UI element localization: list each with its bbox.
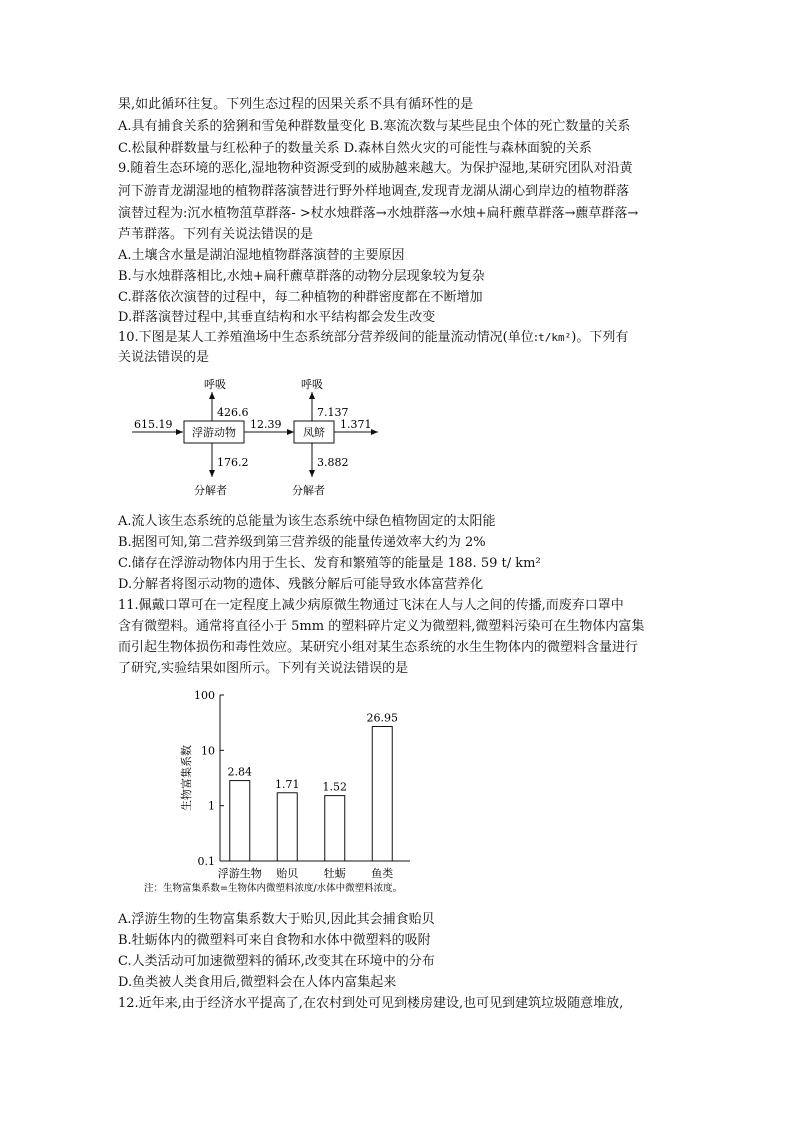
decomposer-label-2: 分解者 <box>292 484 325 497</box>
q10-stem-end: )。下列有 <box>571 330 629 345</box>
x-tick-label: 牡蛎 <box>323 867 346 880</box>
q10-stem-line1 <box>118 329 628 347</box>
q10-stem-text: 10.下图是某人工养殖渔场中生态系统部分营养级间的能量流动情况(单位: <box>118 330 539 345</box>
q10-stem-line2: 关说法错误的是 <box>118 350 210 365</box>
q11-stem-line1: 11.佩戴口罩可在一定程度上减少病原微生物通过飞沫在人与人之间的传播,而废弃口罩中 <box>118 598 624 613</box>
x-tick-label: 浮游生物 <box>217 867 262 880</box>
bar <box>325 796 345 861</box>
respiration-label-1: 呼吸 <box>204 378 226 391</box>
bar-value-label: 26.95 <box>366 711 398 725</box>
y-tick-label: 1 <box>208 799 215 813</box>
x-tick-label: 贻贝 <box>276 867 299 880</box>
q11-stem-line4: 了研究,实验结果如图所示。下列有关说法错误的是 <box>118 661 409 676</box>
transfer-value: 12.39 <box>250 418 282 431</box>
q8-stem: 果,如此循环往复。下列生态过程的因果关系不具有循环性的是 <box>118 97 474 112</box>
q11-stem-line3: 而引起生物体损伤和毒性效应。某研究小组对某生态系统的水生生物体内的微塑料含量进行 <box>118 640 639 655</box>
bar-value-label: 2.84 <box>227 765 252 779</box>
q10-unit: t/km² <box>538 331 572 344</box>
anchovy-label: 凤鲚 <box>303 426 325 439</box>
q11-option-c: C.人类活动可加速微塑料的循环,改变其在环境中的分布 <box>118 954 435 969</box>
zooplankton-label: 浮游动物 <box>192 426 236 439</box>
q11-option-d: D.鱼类被人类食用后,微塑料会在人体内富集起来 <box>118 975 397 990</box>
decomposer-value-2: 3.882 <box>317 456 349 469</box>
q10-option-a: A.流人该生态系统的总能量为该生态系统中绿色植物固定的太阳能 <box>118 514 496 529</box>
bioaccumulation-chart <box>140 685 480 900</box>
respiration-value-1: 426.6 <box>217 406 249 419</box>
bar-value-label: 1.71 <box>275 777 300 791</box>
y-tick-label: 10 <box>201 744 215 758</box>
bar-value-label: 1.52 <box>322 780 347 794</box>
y-axis-label: 生物富集系数 <box>180 745 193 811</box>
respiration-value-2: 7.137 <box>317 406 349 419</box>
q10-option-d: D.分解者将图示动物的遗体、残骸分解后可能导致水体富营养化 <box>118 577 484 592</box>
q11-stem-line2: 含有微塑料。通常将直径小于 5mm 的塑料碎片定义为微塑料,微塑料污染可在生物体内富集 <box>118 619 645 634</box>
x-tick-label: 鱼类 <box>371 867 394 880</box>
q8-option-cd: C.松鼠种群数量与红松种子的数量关系 D.森林自然火灾的可能性与森林面貌的关系 <box>118 141 592 156</box>
q9-stem-line2: 河下游青龙湖湿地的植物群落演替进行野外样地调查,发现青龙湖从湖心到岸边的植物群落 <box>118 184 630 199</box>
bar <box>372 727 392 861</box>
q9-option-a: A.土壤含水量是湖泊湿地植物群落演替的主要原因 <box>118 248 405 263</box>
q11-option-a: A.浮游生物的生物富集系数大于贻贝,因此其会捕食贻贝 <box>118 912 435 927</box>
q10-option-b: B.据图可知,第二营养级到第三营养级的能量传递效率大约为 2% <box>118 535 486 550</box>
q9-stem-line3: 演替过程为:沉水植物菹草群落- >杖水烛群落→水烛群落→水烛+扁秆藨草群落→藨草群落→ <box>118 206 639 221</box>
bar <box>277 793 297 861</box>
bar <box>230 781 250 861</box>
y-tick-label: 100 <box>194 689 215 702</box>
q9-stem-line4: 芦苇群落。下列有关说法错误的是 <box>118 227 314 242</box>
input-value: 615.19 <box>134 418 173 431</box>
q10-option-c: C.储存在浮游动物体内用于生长、发育和繁殖等的能量是 188. 59 t/ km² <box>118 556 541 571</box>
q8-option-ab: A.具有捕食关系的猞猁和雪兔种群数量变化 B.寒流次数与某些昆虫个体的死亡数量的关系 <box>118 119 631 134</box>
energy-flow-diagram <box>128 378 408 504</box>
respiration-label-2: 呼吸 <box>301 378 323 391</box>
output-value: 1.371 <box>340 418 372 431</box>
chart-note: 注：生物富集系数=生物体内微塑料浓度/水体中微塑料浓度。 <box>144 883 403 894</box>
y-tick-label: 0.1 <box>197 855 215 868</box>
decomposer-value-1: 176.2 <box>217 456 249 469</box>
decomposer-label-1: 分解者 <box>194 484 227 497</box>
q9-option-c: C.群落依次演替的过程中，每二种植物的种群密度都在不断增加 <box>118 290 483 305</box>
q11-option-b: B.牡蛎体内的微塑料可来自食物和水体中微塑料的吸附 <box>118 933 431 948</box>
q9-option-b: B.与水烛群落相比,水烛+扁秆藨草群落的动物分层现象较为复杂 <box>118 269 485 284</box>
q9-stem-line1: 9.随着生态环境的恶化,湿地物种资源受到的威胁越来越大。为保护湿地,某研究团队对沿黄 <box>118 161 633 176</box>
q9-option-d: D.群落演替过程中,其垂直结构和水平结构都会发生改变 <box>118 310 436 325</box>
q12-stem-line1: 12.近年来,由于经济水平提高了,在农村到处可见到楼房建设,也可见到建筑垃圾随意堆放, <box>118 996 624 1011</box>
